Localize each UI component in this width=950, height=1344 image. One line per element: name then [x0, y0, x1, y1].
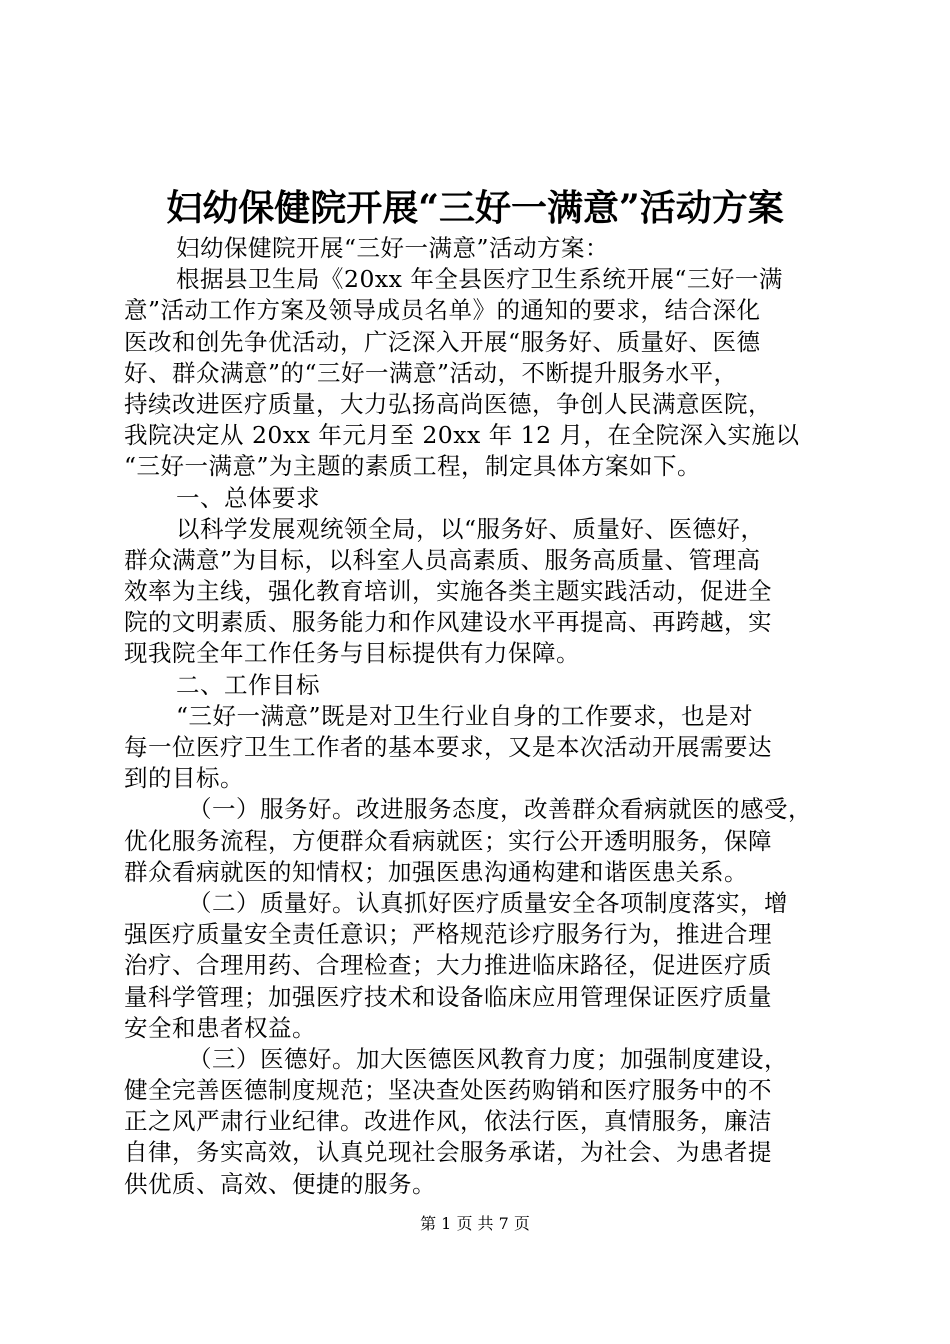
paragraph-line: 治疗、合理用药、合理检查；大力推进临床路径，促进医疗质 [124, 951, 772, 980]
paragraph-line: 我院决定从 20xx 年元月至 20xx 年 12 月，在全院深入实施以 [124, 421, 800, 450]
paragraph-line: 好、群众满意”的“三好一满意”活动，不断提升服务水平， [124, 358, 738, 387]
paragraph-line: 优化服务流程，方便群众看病就医；实行公开透明服务，保障 [124, 826, 772, 855]
paragraph-line: （一）服务好。改进服务态度，改善群众看病就医的感受， [188, 795, 812, 824]
paragraph-line: 每一位医疗卫生工作者的基本要求，又是本次活动开展需要达 [124, 733, 772, 761]
paragraph-line: （二）质量好。认真抓好医疗质量安全各项制度落实，增 [188, 888, 788, 917]
section-heading: 一、总体要求 [176, 483, 320, 512]
paragraph-line: 以科学发展观统领全局，以“服务好、质量好、医德好， [176, 514, 765, 543]
paragraph-line: 自律，务实高效，认真兑现社会服务承诺，为社会、为患者提 [124, 1138, 772, 1167]
paragraph-line: 安全和患者权益。 [124, 1013, 316, 1042]
paragraph-line: 群众满意”为目标，以科室人员高素质、服务高质量、管理高 [124, 545, 761, 574]
document-title: 妇幼保健院开展“三好一满意”活动方案 [166, 187, 784, 229]
paragraph-line: 医改和创先争优活动，广泛深入开展“服务好、质量好、医德 [124, 327, 761, 356]
paragraph-line: 现我院全年工作任务与目标提供有力保障。 [124, 639, 580, 668]
paragraph-line: 健全完善医德制度规范；坚决查处医药购销和医疗服务中的不 [124, 1076, 772, 1105]
paragraph-line: 正之风严肃行业纪律。改进作风，依法行医，真情服务，廉洁 [124, 1107, 772, 1136]
document-body [124, 233, 836, 1200]
paragraph-line: 强医疗质量安全责任意识；严格规范诊疗服务行为，推进合理 [124, 920, 772, 949]
paragraph-line: “三好一满意”既是对卫生行业自身的工作要求，也是对 [176, 701, 754, 730]
paragraph-line: 效率为主线，强化教育培训，实施各类主题实践活动，促进全 [124, 577, 772, 606]
paragraph-line: 根据县卫生局《20xx 年全县医疗卫生系统开展“三好一满 [176, 265, 783, 294]
paragraph-line: 到的目标。 [124, 764, 244, 793]
section-heading: 二、工作目标 [176, 670, 320, 699]
paragraph-line: 妇幼保健院开展“三好一满意”活动方案： [176, 234, 610, 262]
paragraph-line: 供优质、高效、便捷的服务。 [124, 1169, 436, 1198]
paragraph-line: 院的文明素质、服务能力和作风建设水平再提高、再跨越，实 [124, 608, 772, 637]
paragraph-line: “三好一满意”为主题的素质工程，制定具体方案如下。 [124, 452, 702, 481]
page-number: 第 1 页 共 7 页 [420, 1214, 530, 1233]
paragraph-line: 意”活动工作方案及领导成员名单》的通知的要求，结合深化 [124, 296, 761, 325]
paragraph-line: 持续改进医疗质量，大力弘扬高尚医德，争创人民满意医院， [124, 389, 772, 418]
paragraph-line: 量科学管理；加强医疗技术和设备临床应用管理保证医疗质量 [124, 982, 772, 1011]
paragraph-line: （三）医德好。加大医德医风教育力度；加强制度建设， [188, 1044, 788, 1073]
paragraph-line: 群众看病就医的知情权；加强医患沟通构建和谐医患关系。 [124, 857, 748, 886]
